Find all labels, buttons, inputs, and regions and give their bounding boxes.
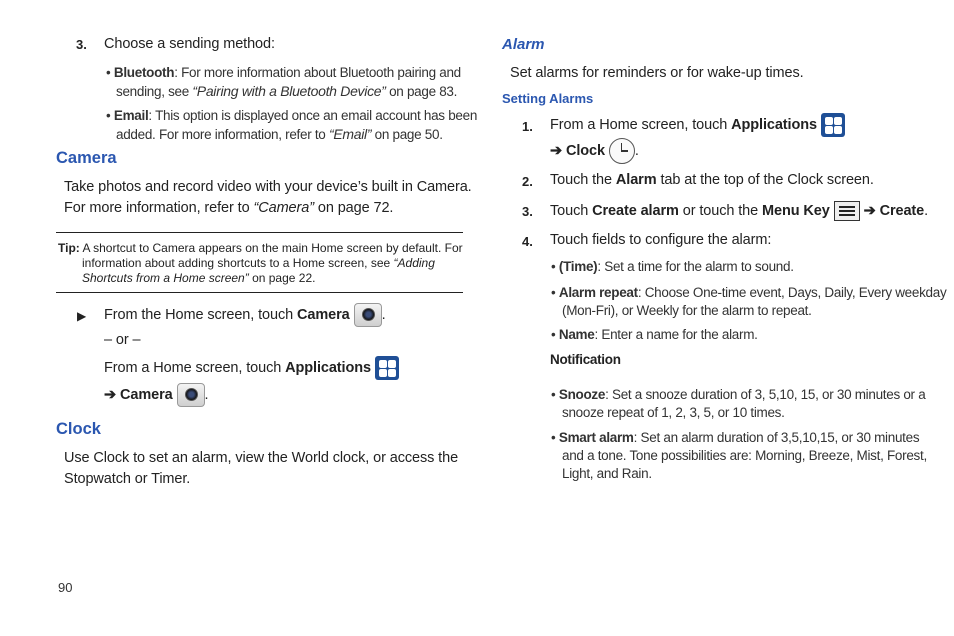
from-home-camera: Camera xyxy=(297,307,350,323)
from-home-end: . xyxy=(381,307,386,323)
camera-icon[interactable] xyxy=(177,383,205,407)
or-text: – or – xyxy=(104,332,141,348)
name-text: : Enter a name for the alarm. xyxy=(594,327,758,342)
s2-a: Touch the xyxy=(550,172,616,188)
smart-alarm-bullet: • Smart alarm: Set an alarm duration of 3,5,10,15, or 30 minutes and a tone. Tone possibilities are: Morning, Breeze, Mist, Forest, Light, and Rain. xyxy=(551,430,927,481)
camera-p2b: on page 72. xyxy=(313,200,394,216)
s3-create: ➔ Create xyxy=(863,203,925,219)
email-bullet: • Email: This option is displayed once an email account has been added. For more information, refer to “Email” on page 50. xyxy=(106,108,478,142)
tip-top-rule xyxy=(56,232,463,233)
camera-p2a: For more information, refer to xyxy=(64,200,254,216)
smart-text-1: : Set an alarm duration of 3,5,10,15, or 30 minutes xyxy=(633,430,920,445)
s3-number: 3. xyxy=(522,204,533,219)
s1-text: From a Home screen, touch xyxy=(550,117,732,133)
alarm-heading: Alarm xyxy=(502,36,545,53)
bluetooth-ref: “Pairing with a Bluetooth Device” xyxy=(192,83,386,99)
clock-p2: Stopwatch or Timer. xyxy=(64,471,191,487)
s4-text: Touch fields to configure the alarm: xyxy=(550,232,772,248)
bluetooth-label: Bluetooth xyxy=(113,65,175,80)
applications-icon[interactable] xyxy=(375,356,399,380)
s4-number: 4. xyxy=(522,234,533,249)
arrow-camera: ➔ Camera xyxy=(104,387,173,403)
repeat-text-1: : Choose One-time event, Days, Daily, Every weekday xyxy=(637,285,947,300)
clock-icon[interactable] xyxy=(609,138,635,164)
bluetooth-page: on page 83. xyxy=(385,84,458,99)
name-label: Name xyxy=(558,327,595,342)
smart-text-2: and a tone. Tone possibilities are: Morning, Breeze, Mist, Forest, xyxy=(562,448,927,463)
arrow-camera-line xyxy=(104,383,208,407)
menu-key-icon[interactable] xyxy=(834,201,860,221)
tip-ref-2: Shortcuts from a Home screen” xyxy=(82,271,249,285)
from-home-line xyxy=(104,303,386,327)
bluetooth-text-1: : For more information about Bluetooth pairing and xyxy=(174,65,461,80)
camera-icon[interactable] xyxy=(354,303,382,327)
from-a-home-line xyxy=(104,355,399,381)
repeat-bullet: • Alarm repeat: Choose One-time event, Days, Daily, Every weekday (Mon-Fri), or Weekly for the alarm to repeat. xyxy=(551,285,947,318)
snooze-text-2: snooze repeat of 1, 2, 3, 5, or 10 times. xyxy=(562,405,785,420)
snooze-bullet: • Snooze: Set a snooze duration of 3, 5,10, 15, or 30 minutes or a snooze repeat of 1, 2, 3, 5, or 10 times. xyxy=(551,387,926,420)
s3-menu-key: Menu Key xyxy=(762,203,830,219)
time-label: (Time) xyxy=(558,259,598,274)
page-number: 90 xyxy=(58,580,73,595)
s1-clock-line xyxy=(550,138,639,164)
bluetooth-bullet: • Bluetooth: For more information about Bluetooth pairing and sending, see “Pairing with a Bluetooth Device” on page 83. xyxy=(106,65,461,99)
name-bullet: • Name: Enter a name for the alarm. xyxy=(551,327,758,342)
camera-ref: “Camera” xyxy=(253,200,314,216)
s2-c: tab at the top of the Clock screen. xyxy=(656,172,874,188)
arrow-camera-end: . xyxy=(204,387,209,403)
tip-line-2: information about adding shortcuts to a Home screen, see xyxy=(82,256,394,270)
s2-line xyxy=(550,172,874,188)
s3-create-alarm: Create alarm xyxy=(592,203,679,219)
time-text: : Set a time for the alarm to sound. xyxy=(597,259,794,274)
tip-bottom-rule xyxy=(56,292,463,293)
email-text-2: added. For more information, refer to xyxy=(116,127,329,142)
setting-alarms-heading: Setting Alarms xyxy=(502,91,594,106)
clock-heading: Clock xyxy=(56,420,101,438)
s1-number: 1. xyxy=(522,119,533,134)
tip-box xyxy=(58,241,463,286)
s3-a: Touch xyxy=(550,203,593,219)
step-3-text: Choose a sending method: xyxy=(104,36,275,52)
email-ref: “Email” xyxy=(328,126,372,142)
snooze-text-1: : Set a snooze duration of 3, 5,10, 15, or 30 minutes or a xyxy=(605,387,926,402)
email-page: on page 50. xyxy=(371,127,443,142)
smart-text-3: Light, and Rain. xyxy=(562,466,652,481)
tip-label: Tip: xyxy=(58,241,80,255)
time-bullet: • (Time): Set a time for the alarm to sound. xyxy=(551,259,794,274)
applications-icon[interactable] xyxy=(821,113,845,137)
s3-line xyxy=(550,200,928,222)
clock-paragraph xyxy=(64,448,458,490)
from-a-home-text: From a Home screen, touch xyxy=(104,360,286,376)
email-text-1: : This option is displayed once an email account has been xyxy=(148,108,478,123)
smart-label: Smart alarm xyxy=(558,430,634,445)
arrow-bullet-icon: ▶ xyxy=(77,309,87,323)
notification-label: Notification xyxy=(550,352,621,367)
camera-heading: Camera xyxy=(56,149,117,167)
s2-alarm: Alarm xyxy=(615,172,657,188)
step-3-number: 3. xyxy=(76,37,87,52)
email-label: Email xyxy=(113,108,149,123)
tip-line-1: A shortcut to Camera appears on the main Home screen by default. For xyxy=(79,241,463,255)
s3-end: . xyxy=(924,203,929,219)
s1-line xyxy=(550,112,845,138)
bluetooth-text-2: sending, see xyxy=(116,84,193,99)
camera-p1: Take photos and record video with your device’s built in Camera. xyxy=(64,179,472,195)
tip-ref-1: “Adding xyxy=(393,256,435,270)
camera-paragraph xyxy=(64,177,472,219)
s1-applications: Applications xyxy=(731,117,817,133)
tip-line-3: on page 22. xyxy=(248,271,316,285)
snooze-label: Snooze xyxy=(558,387,606,402)
s1-arrow-clock: ➔ Clock xyxy=(550,143,605,159)
clock-p1: Use Clock to set an alarm, view the World clock, or access the xyxy=(64,450,459,466)
s3-c: or touch the xyxy=(678,203,763,219)
repeat-label: Alarm repeat xyxy=(558,285,638,300)
from-home-text: From the Home screen, touch xyxy=(104,307,298,323)
s1-end: . xyxy=(634,143,639,159)
applications-label: Applications xyxy=(285,360,371,376)
repeat-text-2: (Mon-Fri), or Weekly for the alarm to repeat. xyxy=(562,303,812,318)
s2-number: 2. xyxy=(522,174,533,189)
alarm-paragraph: Set alarms for reminders or for wake-up times. xyxy=(510,65,804,81)
